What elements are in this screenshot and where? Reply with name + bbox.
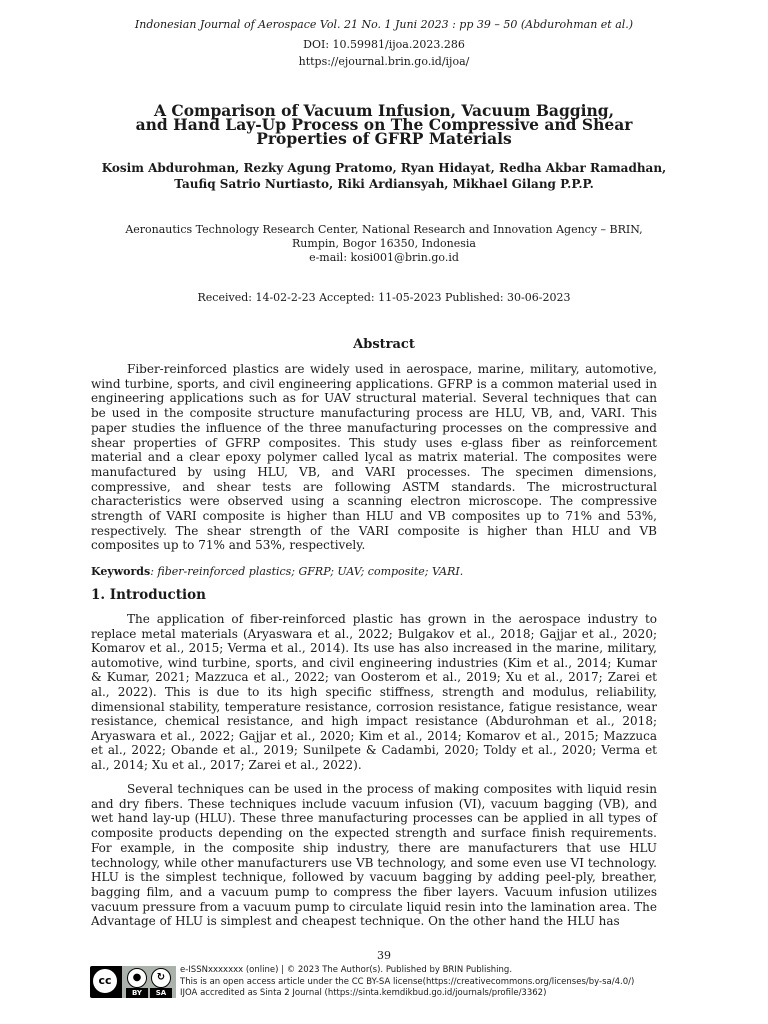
badge-right-panel xyxy=(122,966,176,998)
affiliation-line-1: Aeronautics Technology Research Center, National Research and Innovation Agency – BRIN, xyxy=(125,223,643,236)
license-line[interactable]: This is an open access article under the CC BY-SA license(https://creativecommons.org/licenses/by-sa/4.0/) xyxy=(180,976,635,987)
publication-dates: Received: 14-02-2-23 Accepted: 11-05-2023 Published: 30-06-2023 xyxy=(197,291,571,304)
share-alike-icon: ↻ xyxy=(151,968,171,988)
doi: DOI: 10.59981/ijoa.2023.286 xyxy=(303,38,465,51)
by-label: BY xyxy=(126,988,148,998)
affiliation-line-2: Rumpin, Bogor 16350, Indonesia xyxy=(292,237,476,250)
title-line-2: and Hand Lay-Up Process on The Compressive and Shear xyxy=(135,115,633,134)
journal-url: https://ejournal.brin.go.id/ijoa/ xyxy=(298,55,470,68)
author-list xyxy=(80,160,688,192)
cc-by-sa-badge[interactable] xyxy=(90,966,176,998)
title-line-3: Properties of GFRP Materials xyxy=(256,129,512,148)
keywords xyxy=(91,565,657,578)
intro-paragraph-1: The application of fiber-reinforced plastic has grown in the aerospace industry to replace metal materials (Aryaswara et al., 2022; Bulgakov et al., 2018; Gajjar et al., 2020; Komarov et al., 2015; Verma et al., 2014). Its use has also increased in the marine, military, automotive, wind turbine, sports, and civil engineering industries (Kim et al., 2014; Kumar & Kumar, 2021; Mazzuca et al., 2022; van Oosterom et al., 2019; Xu et al., 2017; Zarei et al., 2022). This is due to its high specific stiffness, strength and modulus, reliability, dimensional stability, temperature resistance, corrosion resistance, fatigue resistance, wear resistance, chemical resistance, and high impact resistance (Abdurohman et al., 2018; Aryaswara et al., 2022; Gajjar et al., 2020; Kim et al., 2014; Komarov et al., 2015; Mazzuca et al., 2022; Obande et al., 2019; Sunilpete & Cadambi, 2020; Toldy et al., 2020; Verma et al., 2014; Xu et al., 2017; Zarei et al., 2022). xyxy=(91,612,657,772)
license-footer xyxy=(90,965,680,1005)
authors-line-2: Taufiq Satrio Nurtiasto, Riki Ardiansyah, Mikhael Gilang P.P.P. xyxy=(174,177,594,191)
license-text xyxy=(180,965,680,1000)
sa-label: SA xyxy=(150,988,172,998)
abstract-text: Fiber-reinforced plastics are widely used in aerospace, marine, military, automotive, wind turbine, sports, and civil engineering applications. GFRP is a common material used in engineering applications such as for UAV structural material. Several techniques that can be used in the composite structure manufacturing process are HLU, VB, and, VARI. This paper studies the influence of the three manufacturing processes on the compressive and shear properties of GFRP composites. This study uses e-glass fiber as reinforcement material and a clear epoxy polymer called lycal as matrix material. The composites were manufactured by using HLU, VB, and VARI processes. The specimen dimensions, compressive, and shear tests are following ASTM standards. The microstructural characteristics were observed using a scanning electron microscope. The compressive strength of VARI composite is higher than HLU and VB composites up to 71% and 53%, respectively. The shear strength of the VARI composite is higher than HLU and VB composites up to 71% and 53%, respectively. xyxy=(91,362,657,553)
authors-line-1: Kosim Abdurohman, Rezky Agung Pratomo, Ryan Hidayat, Redha Akbar Ramadhan, xyxy=(101,161,667,175)
paper-title xyxy=(90,101,678,148)
keywords-label: Keywords xyxy=(91,565,151,578)
journal-citation: Indonesian Journal of Aerospace Vol. 21 No. 1 Juni 2023 : pp 39 – 50 (Abdurohman et al.) xyxy=(134,18,634,31)
cc-icon: cc xyxy=(93,969,117,993)
accreditation-line[interactable]: IJOA accredited as Sinta 2 Journal (https://sinta.kemdikbud.go.id/journals/profile/3362) xyxy=(180,988,547,998)
corresponding-email: e-mail: kosi001@brin.go.id xyxy=(309,251,459,264)
title-line-1: A Comparison of Vacuum Infusion, Vacuum Bagging, xyxy=(153,101,615,120)
keywords-text: : fiber-reinforced plastics; GFRP; UAV; composite; VARI. xyxy=(150,565,464,578)
section-heading-introduction: 1. Introduction xyxy=(91,587,206,603)
affiliation xyxy=(80,223,688,265)
attribution-icon: ● xyxy=(127,968,147,988)
issn-line: e-ISSNxxxxxxx (online) | © 2023 The Author(s). Published by BRIN Publishing. xyxy=(180,965,513,975)
abstract-heading: Abstract xyxy=(353,337,415,352)
page-number: 39 xyxy=(377,949,391,962)
intro-paragraph-2: Several techniques can be used in the process of making composites with liquid resin and dry fibers. These techniques include vacuum infusion (VI), vacuum bagging (VB), and wet hand lay-up (HLU). These three manufacturing processes can be applied in all types of composite products depending on the expected strength and surface finish requirements. For example, in the composite ship industry, there are manufacturers that use HLU technology, while other manufacturers use VB technology, and some even use VI technology. HLU is the simplest technique, followed by vacuum bagging by adding peel-ply, breather, bagging film, and a vacuum pump to compress the fiber layers. Vacuum infusion utilizes vacuum pressure from a vacuum pump to circulate liquid resin into the lamination area. The Advantage of HLU is simplest and cheapest technique. On the other hand the HLU has xyxy=(91,782,657,929)
